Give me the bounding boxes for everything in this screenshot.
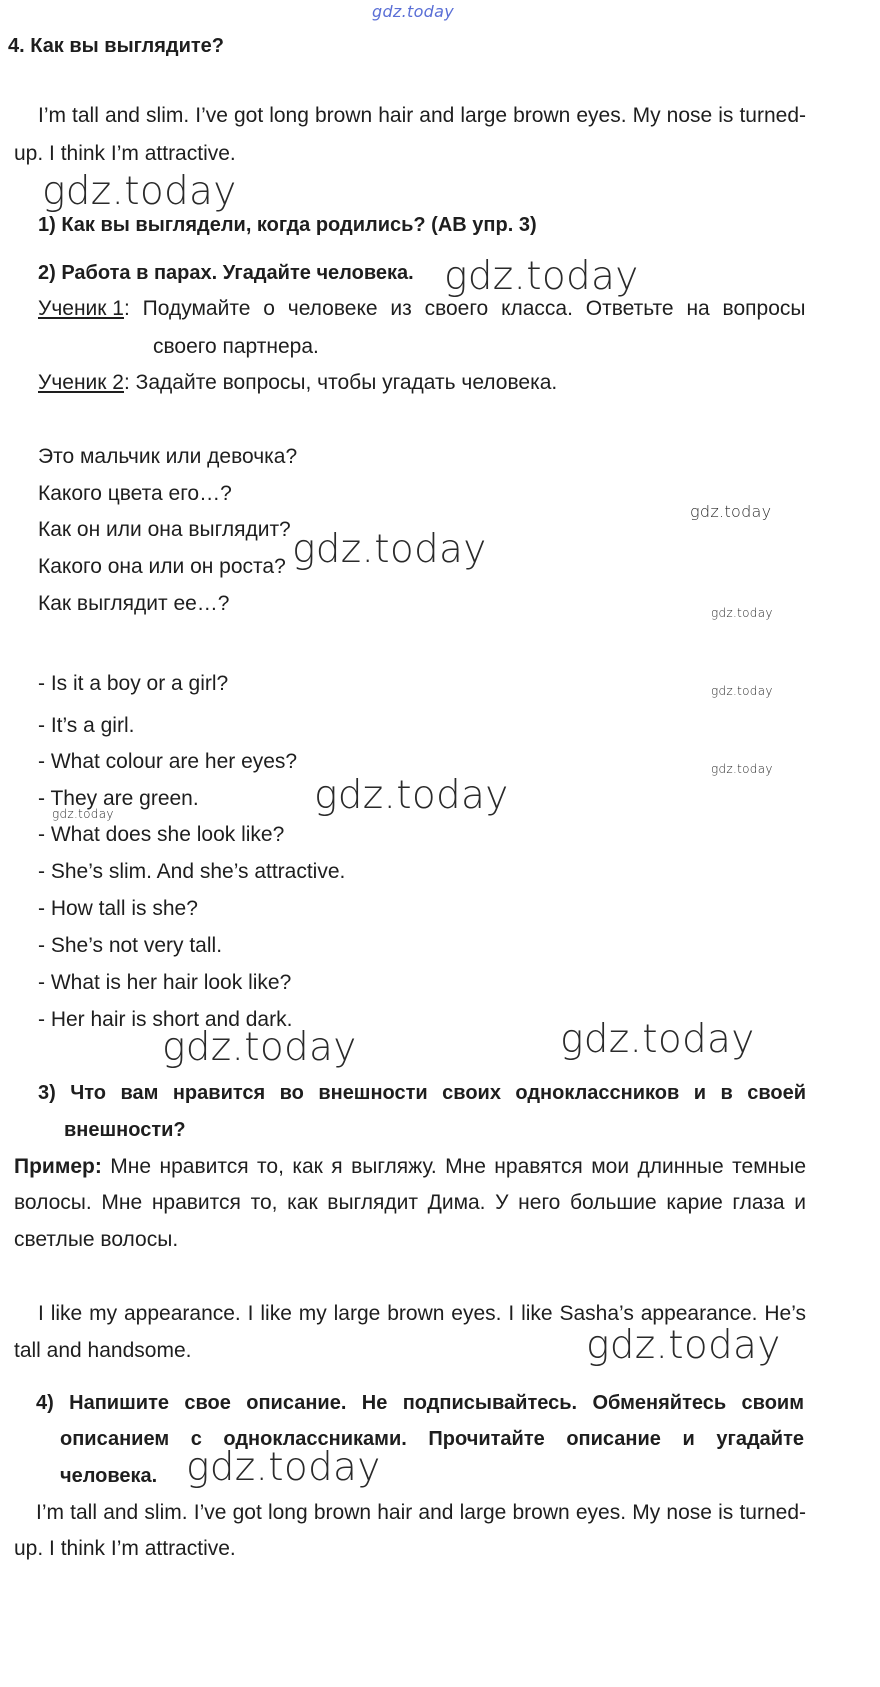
watermark: gdz.today	[560, 1017, 755, 1062]
watermark: gdz.today	[711, 684, 773, 698]
watermark: gdz.today	[292, 527, 487, 572]
dialogue-line: - They are green.	[38, 787, 199, 810]
dialogue-line: - What does she look like?	[38, 823, 285, 846]
example-text: Мне нравится то, как я выгляжу. Мне нравятся мои длинные темные	[101, 1155, 806, 1178]
task-3-title-line-1: 3) Что вам нравится во внешности своих одноклассников и в своей	[38, 1082, 806, 1104]
question-ru: Какого цвета его…?	[38, 482, 232, 505]
task-3-answer-line-1: I like my appearance. I like my large brown eyes. I like Sasha’s appearance. He’s	[38, 1302, 806, 1325]
dialogue-line: - How tall is she?	[38, 897, 198, 920]
student-1-label: Ученик 1	[38, 297, 124, 320]
dialogue-line: - What is her hair look like?	[38, 971, 292, 994]
student-1-text: : Подумайте о человеке из своего класса. Ответьте на вопросы	[124, 297, 806, 320]
watermark: gdz.today	[186, 1445, 381, 1490]
question-ru: Как выглядит ее…?	[38, 592, 230, 615]
intro-line-2: up. I think I’m attractive.	[14, 142, 236, 165]
example-line-2: волосы. Мне нравится то, как выглядит Дима. У него большие карие глаза и	[14, 1191, 806, 1214]
dialogue-line: - What colour are her eyes?	[38, 750, 298, 773]
example-line-1	[14, 1154, 806, 1180]
example-line-3: светлые волосы.	[14, 1228, 179, 1251]
student-1-line	[38, 296, 808, 322]
student-2-line	[38, 370, 557, 396]
task-4-title-line-1: 4) Напишите свое описание. Не подписывайтесь. Обменяйтесь своим	[36, 1392, 804, 1414]
watermark: gdz.today	[52, 807, 114, 821]
question-ru: Какого она или он роста?	[38, 555, 286, 578]
question-ru: Это мальчик или девочка?	[38, 445, 298, 468]
dialogue-line: - It’s a girl.	[38, 714, 135, 737]
task-4-title-line-2: описанием с одноклассниками. Прочитайте описание и угадайте	[60, 1428, 804, 1450]
watermark: gdz.today	[711, 762, 773, 776]
exercise-heading: 4. Как вы выглядите?	[8, 35, 225, 57]
watermark: gdz.today	[690, 502, 772, 521]
dialogue-line: - Her hair is short and dark.	[38, 1008, 293, 1031]
task-4-answer-line-2: up. I think I’m attractive.	[14, 1537, 236, 1560]
dialogue-line: - She’s slim. And she’s attractive.	[38, 860, 346, 883]
watermark: gdz.today	[444, 254, 639, 299]
watermark: gdz.today	[314, 773, 509, 818]
dialogue-line: - She’s not very tall.	[38, 934, 223, 957]
watermark: gdz.today	[711, 606, 773, 620]
task-4-title-line-3: человека.	[60, 1465, 158, 1487]
intro-line-1: I’m tall and slim. I’ve got long brown hair and large brown eyes. My nose is turned-	[38, 104, 806, 127]
student-1-line-2: своего партнера.	[153, 335, 319, 358]
watermark: gdz.today	[162, 1025, 357, 1070]
task-4-answer-line-1: I’m tall and slim. I’ve got long brown hair and large brown eyes. My nose is turned-	[36, 1501, 806, 1524]
watermark-top: gdz.today	[372, 2, 454, 21]
task-3-answer-line-2: tall and handsome.	[14, 1339, 192, 1362]
task-1-title: 1) Как вы выглядели, когда родились? (АВ упр. 3)	[38, 214, 537, 236]
student-2-text: : Задайте вопросы, чтобы угадать человека.	[124, 371, 558, 394]
task-3-title-line-2: внешности?	[64, 1119, 186, 1141]
watermark: gdz.today	[42, 169, 237, 214]
watermark: gdz.today	[586, 1323, 781, 1368]
question-ru: Как он или она выглядит?	[38, 518, 291, 541]
example-label: Пример:	[14, 1155, 102, 1178]
student-2-label: Ученик 2	[38, 371, 124, 394]
dialogue-line: - Is it a boy or a girl?	[38, 672, 229, 695]
task-2-title: 2) Работа в парах. Угадайте человека.	[38, 262, 414, 284]
